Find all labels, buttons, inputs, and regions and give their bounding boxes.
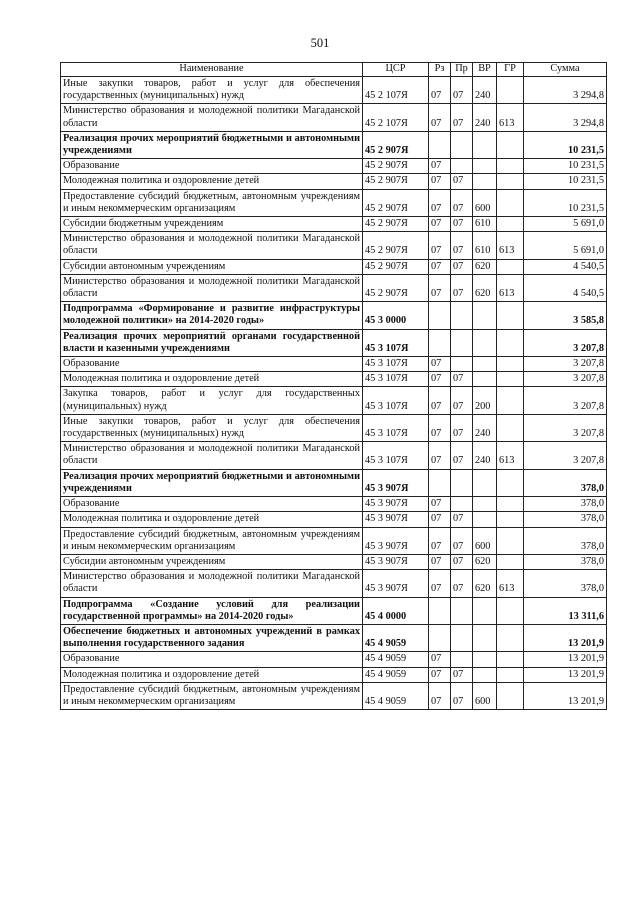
cell-sum: 3 207,8: [524, 372, 607, 387]
cell-gr: 613: [497, 232, 524, 259]
cell-gr: [497, 682, 524, 709]
cell-name: Молодежная политика и оздоровление детей: [61, 512, 363, 527]
cell-name: Предоставление субсидий бюджетным, автономным учреждениям и иным некоммерческим организациям: [61, 527, 363, 554]
header-gr: ГР: [497, 63, 524, 77]
cell-pr: [451, 131, 473, 158]
cell-name: Министерство образования и молодежной политики Магаданской области: [61, 570, 363, 597]
cell-csr: 45 4 9059: [363, 682, 429, 709]
cell-name: Иные закупки товаров, работ и услуг для обеспечения государственных (муниципальных) нужд: [61, 77, 363, 104]
cell-pr: [451, 624, 473, 651]
cell-sum: 5 691,0: [524, 217, 607, 232]
cell-sum: 3 207,8: [524, 442, 607, 469]
cell-csr: 45 2 907Я: [363, 174, 429, 189]
cell-name: Молодежная политика и оздоровление детей: [61, 174, 363, 189]
cell-gr: [497, 372, 524, 387]
cell-sum: 5 691,0: [524, 232, 607, 259]
cell-csr: 45 3 907Я: [363, 497, 429, 512]
table-row: [61, 387, 607, 414]
table-row: [61, 442, 607, 469]
cell-gr: [497, 512, 524, 527]
cell-sum: 13 201,9: [524, 624, 607, 651]
cell-rz: 07: [429, 259, 451, 274]
cell-rz: 07: [429, 77, 451, 104]
cell-gr: 613: [497, 570, 524, 597]
cell-vr: 240: [473, 104, 497, 131]
cell-pr: 07: [451, 372, 473, 387]
cell-csr: 45 2 907Я: [363, 274, 429, 301]
cell-vr: [473, 329, 497, 356]
cell-gr: [497, 329, 524, 356]
cell-sum: 4 540,5: [524, 259, 607, 274]
table-row: [61, 372, 607, 387]
cell-name: Предоставление субсидий бюджетным, автономным учреждениям и иным некоммерческим организациям: [61, 189, 363, 216]
cell-name: Реализация прочих мероприятий бюджетными и автономными учреждениями: [61, 131, 363, 158]
cell-rz: 07: [429, 174, 451, 189]
cell-vr: 620: [473, 554, 497, 569]
table-row: [61, 159, 607, 174]
table-row: [61, 624, 607, 651]
cell-sum: 3 207,8: [524, 387, 607, 414]
cell-rz: 07: [429, 570, 451, 597]
cell-name: Министерство образования и молодежной политики Магаданской области: [61, 104, 363, 131]
cell-csr: 45 4 9059: [363, 667, 429, 682]
cell-sum: 10 231,5: [524, 131, 607, 158]
cell-csr: 45 2 907Я: [363, 131, 429, 158]
cell-rz: 07: [429, 497, 451, 512]
cell-gr: [497, 357, 524, 372]
cell-sum: 3 207,8: [524, 414, 607, 441]
header-rz: Рз: [429, 63, 451, 77]
cell-gr: [497, 597, 524, 624]
cell-pr: 07: [451, 232, 473, 259]
cell-rz: 07: [429, 159, 451, 174]
cell-csr: 45 3 907Я: [363, 570, 429, 597]
cell-csr: 45 3 907Я: [363, 469, 429, 496]
cell-name: Иные закупки товаров, работ и услуг для обеспечения государственных (муниципальных) нужд: [61, 414, 363, 441]
cell-csr: 45 2 907Я: [363, 217, 429, 232]
cell-csr: 45 3 907Я: [363, 527, 429, 554]
cell-name: Подпрограмма «Создание условий для реализации государственной программы» на 2014-2020 годы»: [61, 597, 363, 624]
cell-rz: 07: [429, 512, 451, 527]
cell-rz: [429, 469, 451, 496]
cell-rz: 07: [429, 189, 451, 216]
cell-sum: 13 201,9: [524, 652, 607, 667]
cell-pr: 07: [451, 77, 473, 104]
cell-csr: 45 2 107Я: [363, 104, 429, 131]
table-row: [61, 682, 607, 709]
cell-csr: 45 3 107Я: [363, 329, 429, 356]
cell-vr: [473, 597, 497, 624]
cell-sum: 378,0: [524, 469, 607, 496]
cell-rz: [429, 329, 451, 356]
cell-pr: 07: [451, 387, 473, 414]
cell-sum: 3 207,8: [524, 357, 607, 372]
cell-pr: 07: [451, 667, 473, 682]
cell-gr: [497, 554, 524, 569]
table-row: [61, 414, 607, 441]
cell-gr: 613: [497, 104, 524, 131]
table-row: [61, 469, 607, 496]
cell-vr: 610: [473, 232, 497, 259]
cell-csr: 45 3 107Я: [363, 387, 429, 414]
table-row: [61, 217, 607, 232]
cell-vr: [473, 174, 497, 189]
cell-pr: [451, 302, 473, 329]
table-row: [61, 597, 607, 624]
table-row: [61, 232, 607, 259]
cell-sum: 3 207,8: [524, 329, 607, 356]
cell-sum: 378,0: [524, 554, 607, 569]
cell-vr: [473, 302, 497, 329]
cell-pr: [451, 469, 473, 496]
cell-rz: 07: [429, 372, 451, 387]
cell-pr: [451, 597, 473, 624]
table-row: [61, 104, 607, 131]
table-header-row: [61, 63, 607, 77]
table-row: [61, 274, 607, 301]
cell-name: Подпрограмма «Формирование и развитие инфраструктуры молодежной политики» на 2014-2020 годы»: [61, 302, 363, 329]
cell-rz: [429, 624, 451, 651]
cell-rz: [429, 302, 451, 329]
cell-vr: [473, 497, 497, 512]
cell-name: Министерство образования и молодежной политики Магаданской области: [61, 274, 363, 301]
cell-vr: [473, 469, 497, 496]
cell-gr: [497, 667, 524, 682]
cell-vr: 620: [473, 570, 497, 597]
cell-csr: 45 2 907Я: [363, 159, 429, 174]
table-row: [61, 189, 607, 216]
cell-name: Предоставление субсидий бюджетным, автономным учреждениям и иным некоммерческим организациям: [61, 682, 363, 709]
cell-vr: [473, 512, 497, 527]
cell-pr: [451, 159, 473, 174]
cell-sum: 378,0: [524, 527, 607, 554]
cell-sum: 3 294,8: [524, 77, 607, 104]
cell-pr: 07: [451, 189, 473, 216]
cell-rz: [429, 131, 451, 158]
cell-sum: 10 231,5: [524, 174, 607, 189]
cell-sum: 13 201,9: [524, 667, 607, 682]
header-vr: ВР: [473, 63, 497, 77]
table-row: [61, 131, 607, 158]
page-number: 501: [310, 36, 330, 50]
cell-gr: [497, 217, 524, 232]
cell-vr: 240: [473, 414, 497, 441]
cell-vr: 620: [473, 274, 497, 301]
cell-vr: 600: [473, 527, 497, 554]
cell-rz: 07: [429, 682, 451, 709]
cell-sum: 3 585,8: [524, 302, 607, 329]
table-row: [61, 497, 607, 512]
cell-pr: 07: [451, 442, 473, 469]
cell-name: Образование: [61, 357, 363, 372]
cell-pr: 07: [451, 104, 473, 131]
cell-pr: 07: [451, 554, 473, 569]
cell-rz: 07: [429, 442, 451, 469]
cell-vr: 240: [473, 77, 497, 104]
cell-name: Молодежная политика и оздоровление детей: [61, 372, 363, 387]
cell-csr: 45 3 107Я: [363, 372, 429, 387]
cell-sum: 378,0: [524, 512, 607, 527]
cell-pr: [451, 357, 473, 372]
cell-pr: 07: [451, 682, 473, 709]
cell-csr: 45 4 9059: [363, 652, 429, 667]
cell-vr: 610: [473, 217, 497, 232]
cell-rz: 07: [429, 217, 451, 232]
cell-name: Министерство образования и молодежной политики Магаданской области: [61, 232, 363, 259]
cell-name: Образование: [61, 652, 363, 667]
cell-pr: 07: [451, 174, 473, 189]
table-row: [61, 302, 607, 329]
cell-rz: 07: [429, 104, 451, 131]
cell-vr: [473, 357, 497, 372]
cell-sum: 10 231,5: [524, 159, 607, 174]
cell-gr: [497, 469, 524, 496]
cell-csr: 45 3 107Я: [363, 357, 429, 372]
cell-gr: [497, 497, 524, 512]
table-row: [61, 77, 607, 104]
cell-gr: [497, 624, 524, 651]
table-row: [61, 357, 607, 372]
table-row: [61, 329, 607, 356]
cell-pr: 07: [451, 512, 473, 527]
cell-pr: 07: [451, 414, 473, 441]
header-pr: Пр: [451, 63, 473, 77]
cell-rz: 07: [429, 667, 451, 682]
table-row: [61, 570, 607, 597]
cell-sum: 4 540,5: [524, 274, 607, 301]
table-row: [61, 667, 607, 682]
budget-table: [60, 62, 607, 710]
cell-csr: 45 2 907Я: [363, 259, 429, 274]
cell-csr: 45 2 907Я: [363, 189, 429, 216]
cell-pr: 07: [451, 217, 473, 232]
cell-rz: 07: [429, 652, 451, 667]
cell-name: Субсидии автономным учреждениям: [61, 259, 363, 274]
cell-pr: 07: [451, 259, 473, 274]
cell-gr: [497, 131, 524, 158]
cell-gr: [497, 77, 524, 104]
cell-sum: 378,0: [524, 497, 607, 512]
table-row: [61, 259, 607, 274]
cell-gr: [497, 414, 524, 441]
cell-csr: 45 3 907Я: [363, 554, 429, 569]
cell-name: Образование: [61, 497, 363, 512]
table-row: [61, 174, 607, 189]
cell-csr: 45 3 907Я: [363, 512, 429, 527]
cell-sum: 13 201,9: [524, 682, 607, 709]
cell-gr: [497, 652, 524, 667]
table-row: [61, 554, 607, 569]
cell-csr: 45 3 107Я: [363, 442, 429, 469]
header-sum: Сумма: [524, 63, 607, 77]
cell-name: Обеспечение бюджетных и автономных учреждений в рамках выполнения государственного задания: [61, 624, 363, 651]
cell-name: Министерство образования и молодежной политики Магаданской области: [61, 442, 363, 469]
cell-vr: [473, 624, 497, 651]
cell-rz: 07: [429, 414, 451, 441]
cell-gr: [497, 302, 524, 329]
cell-name: Субсидии бюджетным учреждениям: [61, 217, 363, 232]
cell-rz: 07: [429, 232, 451, 259]
header-csr: ЦСР: [363, 63, 429, 77]
cell-csr: 45 2 107Я: [363, 77, 429, 104]
cell-rz: 07: [429, 387, 451, 414]
cell-sum: 378,0: [524, 570, 607, 597]
cell-sum: 10 231,5: [524, 189, 607, 216]
cell-vr: [473, 131, 497, 158]
cell-gr: [497, 189, 524, 216]
cell-sum: 13 311,6: [524, 597, 607, 624]
cell-csr: 45 4 0000: [363, 597, 429, 624]
cell-vr: 600: [473, 682, 497, 709]
cell-vr: [473, 652, 497, 667]
cell-pr: 07: [451, 274, 473, 301]
cell-csr: 45 3 0000: [363, 302, 429, 329]
cell-gr: [497, 159, 524, 174]
cell-vr: [473, 667, 497, 682]
cell-pr: 07: [451, 527, 473, 554]
cell-name: Образование: [61, 159, 363, 174]
cell-csr: 45 2 907Я: [363, 232, 429, 259]
cell-sum: 3 294,8: [524, 104, 607, 131]
cell-rz: 07: [429, 527, 451, 554]
cell-gr: [497, 527, 524, 554]
cell-csr: 45 3 107Я: [363, 414, 429, 441]
cell-name: Реализация прочих мероприятий бюджетными и автономными учреждениями: [61, 469, 363, 496]
cell-name: Молодежная политика и оздоровление детей: [61, 667, 363, 682]
cell-pr: [451, 497, 473, 512]
cell-name: Закупка товаров, работ и услуг для государственных (муниципальных) нужд: [61, 387, 363, 414]
cell-rz: [429, 597, 451, 624]
cell-gr: [497, 259, 524, 274]
cell-pr: [451, 329, 473, 356]
cell-pr: [451, 652, 473, 667]
cell-vr: 240: [473, 442, 497, 469]
cell-gr: 613: [497, 442, 524, 469]
cell-gr: [497, 387, 524, 414]
cell-vr: 620: [473, 259, 497, 274]
header-name: Наименование: [61, 63, 363, 77]
cell-vr: 200: [473, 387, 497, 414]
cell-rz: 07: [429, 274, 451, 301]
cell-vr: [473, 372, 497, 387]
cell-csr: 45 4 9059: [363, 624, 429, 651]
cell-gr: 613: [497, 274, 524, 301]
cell-rz: 07: [429, 357, 451, 372]
cell-vr: [473, 159, 497, 174]
table-row: [61, 512, 607, 527]
table-row: [61, 527, 607, 554]
table-row: [61, 652, 607, 667]
cell-gr: [497, 174, 524, 189]
cell-name: Субсидии автономным учреждениям: [61, 554, 363, 569]
cell-rz: 07: [429, 554, 451, 569]
cell-vr: 600: [473, 189, 497, 216]
cell-pr: 07: [451, 570, 473, 597]
cell-name: Реализация прочих мероприятий органами государственной власти и казенными учреждениями: [61, 329, 363, 356]
